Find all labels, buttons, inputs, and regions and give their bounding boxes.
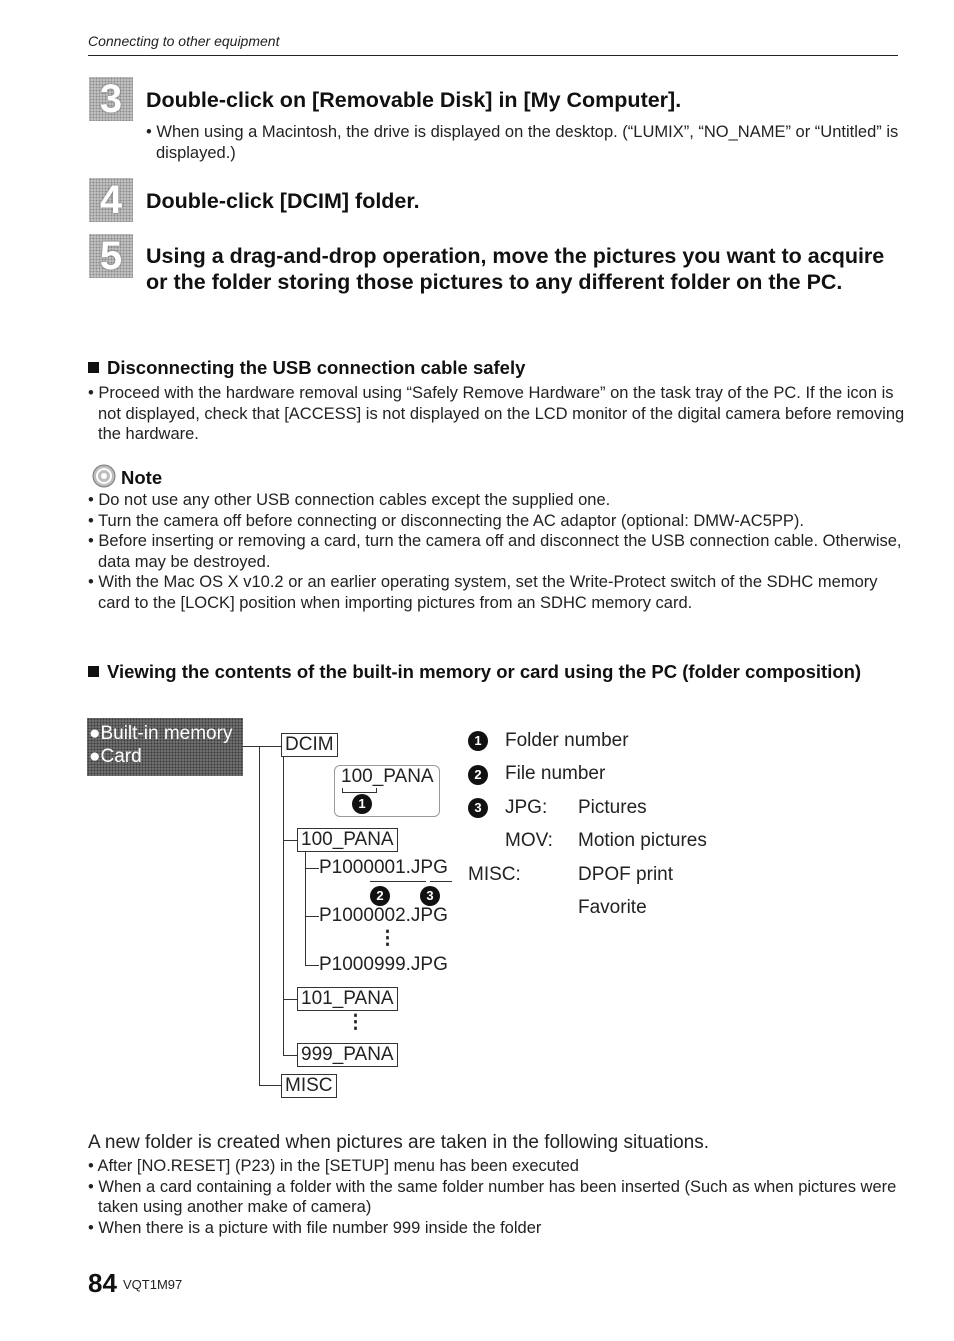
note-list: [88, 490, 903, 613]
list-item-text: When there is a picture with file number 999 inside the folder: [98, 1218, 542, 1237]
ellipsis-vertical-icon: ⋮: [346, 1012, 365, 1033]
built-in-memory-label: ●Built-in memory: [89, 723, 233, 744]
list-item: • Turn the camera off before connecting or disconnecting the AC adaptor (optional: DMW-AC5PP).: [88, 511, 804, 530]
tree-connector: [305, 965, 319, 966]
section-heading: [88, 660, 867, 684]
bracket-line: [430, 881, 452, 882]
step-number-badge: 3: [89, 77, 133, 121]
step-title: Double-click [DCIM] folder.: [146, 189, 420, 213]
list-item: • With the Mac OS X v10.2 or an earlier operating system, set the Write-Protect switch of the SDHC memory card to the [LOCK] position when importing pictures from an SDHC memory card.: [88, 573, 878, 612]
tree-connector: [283, 1055, 297, 1056]
list-item-text: With the Mac OS X v10.2 or an earlier operating system, set the Write-Protect switch of the SDHC memory card to the [LOCK] position when importing pictures from an SDHC memory card.: [98, 573, 878, 612]
marker-3-icon: 3: [420, 886, 440, 906]
legend-file-number: File number: [505, 763, 606, 784]
marker-2-icon: 2: [370, 886, 390, 906]
card-label: ●Card: [89, 746, 142, 767]
section-heading-text: Viewing the contents of the built-in memory or card using the PC (folder composition): [107, 661, 862, 682]
step-title: Double-click on [Removable Disk] in [My Computer].: [146, 88, 682, 112]
bracket-line: [370, 881, 426, 882]
list-item: • Before inserting or removing a card, turn the camera off and disconnect the USB connection cable. Otherwise, data may be destroyed.: [88, 532, 902, 571]
note-icon: [92, 464, 116, 488]
usb-text: • Proceed with the hardware removal using “Safely Remove Hardware” on the task tray of the PC. If the icon is not displayed, check that [ACCESS] is not displayed on the LCD monitor of the digital camera before removing the hardware.: [88, 384, 905, 443]
legend-jpg-key: JPG:: [505, 797, 548, 818]
list-item: • Do not use any other USB connection cables except the supplied one.: [88, 491, 611, 509]
section-header: Connecting to other equipment: [88, 33, 280, 49]
new-folder-intro: A new folder is created when pictures are taken in the following situations.: [88, 1132, 710, 1153]
marker-2-icon: 2: [468, 765, 488, 785]
legend-favorite: Favorite: [578, 897, 647, 918]
legend-jpg-value: Pictures: [578, 797, 647, 818]
legend-misc-key: MISC:: [468, 864, 521, 885]
file-p1000999: P1000999.JPG: [319, 954, 448, 975]
list-item: • After [NO.RESET] (P23) in the [SETUP] menu has been executed: [88, 1157, 579, 1175]
legend-mov-value: Motion pictures: [578, 830, 707, 851]
header-divider: [88, 55, 898, 56]
list-item-text: After [NO.RESET] (P23) in the [SETUP] menu has been executed: [97, 1157, 579, 1175]
ellipsis-vertical-icon: ⋮: [378, 928, 397, 949]
tree-connector: [305, 916, 319, 917]
marker-1-icon: 1: [352, 794, 372, 814]
step-note: • When using a Macintosh, the drive is displayed on the desktop. (“LUMIX”, “NO_NAME” or “Untitled” is displayed.): [146, 123, 899, 162]
folder-dcim: DCIM: [281, 733, 338, 757]
square-bullet-icon: [88, 362, 99, 373]
folder-100-pana: 100_PANA: [297, 828, 398, 852]
tree-connector: [376, 788, 377, 793]
step-number-badge: 5: [89, 234, 133, 278]
step-number-badge: 4: [89, 178, 133, 222]
list-item: • When there is a picture with file number 999 inside the folder: [88, 1218, 542, 1237]
legend-folder-number: Folder number: [505, 730, 629, 751]
tree-connector: [305, 868, 319, 869]
list-item-text: When a card containing a folder with the same folder number has been inserted (Such as when pictures were taken using another make of camera): [98, 1177, 897, 1216]
legend-misc-value: DPOF print: [578, 864, 674, 885]
step-title: Using a drag-and-drop operation, move the pictures you want to acquire or the folder storing those pictures to any different folder on the PC.: [146, 244, 885, 294]
step-note-text: When using a Macintosh, the drive is displayed on the desktop. (“LUMIX”, “NO_NAME” or “Untitled” is displayed.): [156, 123, 899, 162]
note-heading: Note: [121, 467, 163, 488]
tree-connector: [243, 746, 281, 747]
list-item-text: Before inserting or removing a card, turn the camera off and disconnect the USB connection cable. Otherwise, data may be destroyed.: [98, 532, 902, 571]
tree-connector: [259, 1085, 281, 1086]
tree-connector: [283, 757, 284, 1055]
tree-connector: [259, 746, 260, 1086]
section-heading-text: Disconnecting the USB connection cable safely: [107, 357, 526, 378]
tree-connector: [342, 792, 376, 793]
marker-3-icon: 3: [468, 798, 488, 818]
document-code: VQT1M97: [123, 1277, 183, 1292]
section-heading: [88, 356, 898, 380]
new-folder-list: [88, 1156, 903, 1238]
file-p1000002: P1000002.JPG: [319, 905, 448, 926]
tree-connector: [283, 840, 297, 841]
folder-misc: MISC: [281, 1074, 337, 1098]
legend-mov-key: MOV:: [505, 830, 553, 851]
marker-1-icon: 1: [468, 731, 488, 751]
file-p1000001: P1000001.JPG: [319, 857, 448, 878]
tree-connector: [283, 999, 297, 1000]
usb-text-body: Proceed with the hardware removal using “Safely Remove Hardware” on the task tray of the PC. If the icon is not displayed, check that [ACCESS] is not displayed on the LCD monitor of the digital camera before removing the hardware.: [98, 384, 905, 443]
folder-name-example: [334, 765, 440, 817]
square-bullet-icon: [88, 666, 99, 677]
folder-name-example-text: 100_PANA: [341, 766, 434, 787]
memory-type-label: [87, 718, 243, 776]
folder-999-pana: 999_PANA: [297, 1043, 398, 1067]
page-number: 84: [88, 1268, 117, 1298]
list-item-text: Do not use any other USB connection cables except the supplied one.: [98, 491, 611, 509]
list-item-text: Turn the camera off before connecting or disconnecting the AC adaptor (optional: DMW-AC5PP).: [98, 511, 804, 530]
list-item: • When a card containing a folder with the same folder number has been inserted (Such as when pictures were taken using another make of camera): [88, 1177, 897, 1216]
folder-101-pana: 101_PANA: [297, 987, 398, 1011]
